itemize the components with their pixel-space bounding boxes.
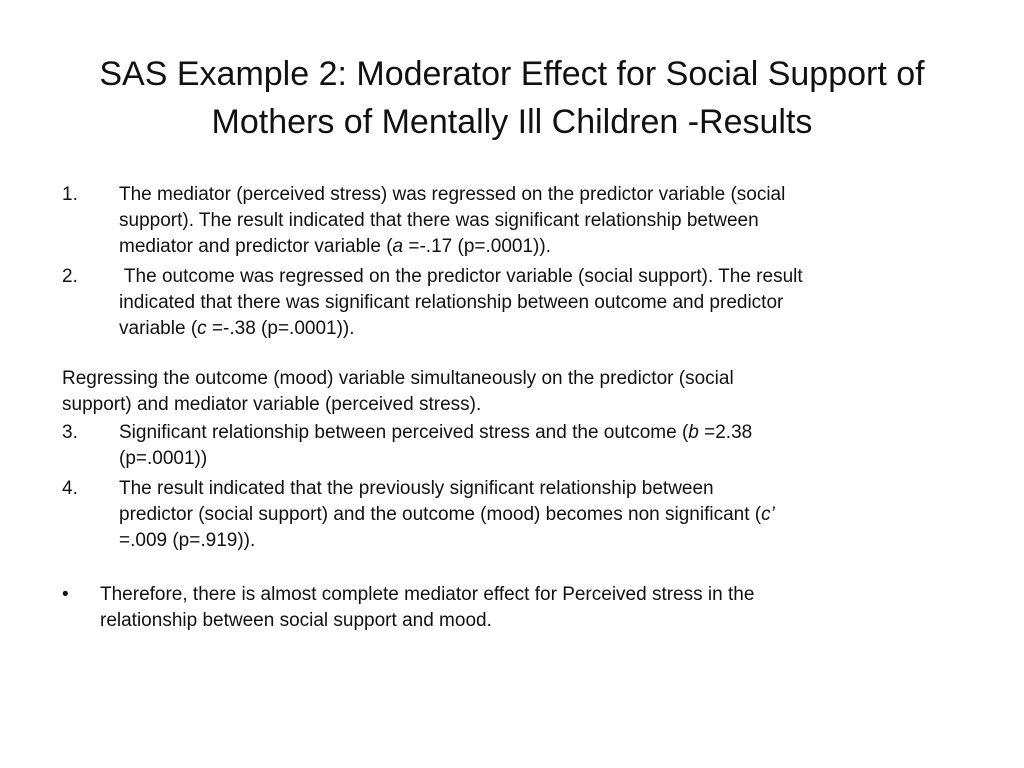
- paragraph-line: Regressing the outcome (mood) variable simultaneously on the predictor (social: [62, 368, 734, 389]
- bullet-text-line: relationship between social support and mood.: [100, 610, 492, 631]
- list-item-number: 4.: [62, 478, 78, 499]
- text-segment: =2.38: [698, 422, 753, 443]
- slide-content: [62, 182, 972, 634]
- coefficient-symbol: a: [392, 236, 404, 257]
- bullet-item: [62, 582, 972, 634]
- list-item-text-line: The result indicated that the previously significant relationship between: [119, 478, 714, 499]
- bullet-dot: •: [62, 584, 69, 605]
- coefficient-symbol: b: [688, 422, 699, 443]
- list-item-2: [62, 264, 972, 342]
- list-item-text-line: The mediator (perceived stress) was regressed on the predictor variable (social: [119, 184, 786, 205]
- list-item-text-line: [119, 420, 972, 446]
- coefficient-symbol: c: [197, 318, 207, 339]
- paragraph: [62, 366, 972, 418]
- list-item-number: 2.: [62, 266, 78, 287]
- text-segment: predictor (social support) and the outcome (mood) becomes non significant (: [119, 504, 762, 525]
- list-item-number: 3.: [62, 422, 78, 443]
- paragraph-line: support) and mediator variable (perceived stress).: [62, 394, 482, 415]
- text-segment: =-.17 (p=.0001)).: [403, 236, 551, 257]
- text-segment: variable (: [119, 318, 198, 339]
- list-item-4: [62, 476, 972, 554]
- text-segment: Significant relationship between perceived stress and the outcome (: [119, 422, 689, 443]
- coefficient-symbol: c’: [761, 504, 775, 525]
- list-item-3: [62, 420, 972, 472]
- list-item-text-line: indicated that there was significant relationship between outcome and predictor: [119, 292, 784, 313]
- list-item-text-line: [119, 502, 972, 528]
- list-item-text-line: [119, 316, 972, 342]
- text-segment: =-.38 (p=.0001)).: [206, 318, 355, 339]
- list-item-text-line: support). The result indicated that there was significant relationship between: [119, 210, 759, 231]
- slide-title-line-2: Mothers of Mentally Ill Children -Results: [211, 103, 813, 141]
- slide-title: [40, 50, 984, 146]
- list-item-text-line: The outcome was regressed on the predictor variable (social support). The result: [119, 266, 803, 287]
- list-item-text-line: [119, 234, 972, 260]
- list-item-number: 1.: [62, 184, 78, 205]
- list-item-text-line: (p=.0001)): [119, 448, 208, 469]
- list-item-text-line: =.009 (p=.919)).: [119, 530, 256, 551]
- slide-title-line-1: SAS Example 2: Moderator Effect for Social Support of: [99, 55, 925, 93]
- list-item-1: [62, 182, 972, 260]
- text-segment: mediator and predictor variable (: [119, 236, 393, 257]
- bullet-text-line: Therefore, there is almost complete mediator effect for Perceived stress in the: [100, 584, 755, 605]
